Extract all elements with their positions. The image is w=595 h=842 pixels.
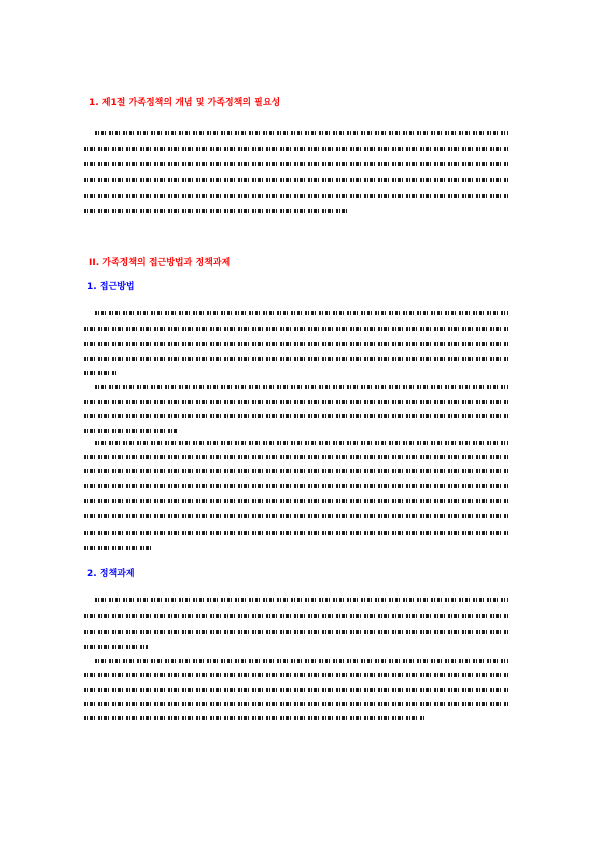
text-line <box>84 357 508 361</box>
section-1-heading: 1. 제1절 가족정책의 개념 및 가족정책의 필요성 <box>89 97 281 108</box>
text-line <box>95 441 508 445</box>
text-line <box>84 194 508 198</box>
text-line <box>84 499 508 503</box>
text-line <box>84 414 508 418</box>
text-line <box>84 673 508 677</box>
text-line <box>84 645 148 649</box>
text-line <box>84 688 508 692</box>
text-line <box>84 371 116 375</box>
text-line <box>84 162 508 166</box>
text-line <box>95 385 508 389</box>
text-line <box>84 342 508 346</box>
text-line <box>84 614 508 618</box>
text-line <box>84 716 424 720</box>
subheading-policy-tasks: 2. 정책과제 <box>87 568 135 579</box>
text-line <box>84 455 508 459</box>
text-line <box>84 147 508 151</box>
text-line <box>84 327 508 331</box>
text-line <box>84 702 508 706</box>
text-line <box>84 178 508 182</box>
text-line <box>95 311 508 315</box>
section-2-heading: II. 가족정책의 접근방법과 정책과제 <box>89 257 231 268</box>
subheading-approach: 1. 접근방법 <box>87 281 135 292</box>
text-line <box>84 209 347 213</box>
text-line <box>95 659 508 663</box>
text-line <box>84 484 508 488</box>
text-line <box>84 546 154 550</box>
text-line <box>95 598 508 602</box>
text-line <box>84 531 508 535</box>
text-line <box>95 131 508 135</box>
text-line <box>84 400 508 404</box>
text-line <box>84 469 508 473</box>
text-line <box>84 429 178 433</box>
text-line <box>84 514 508 518</box>
text-line <box>84 630 508 634</box>
